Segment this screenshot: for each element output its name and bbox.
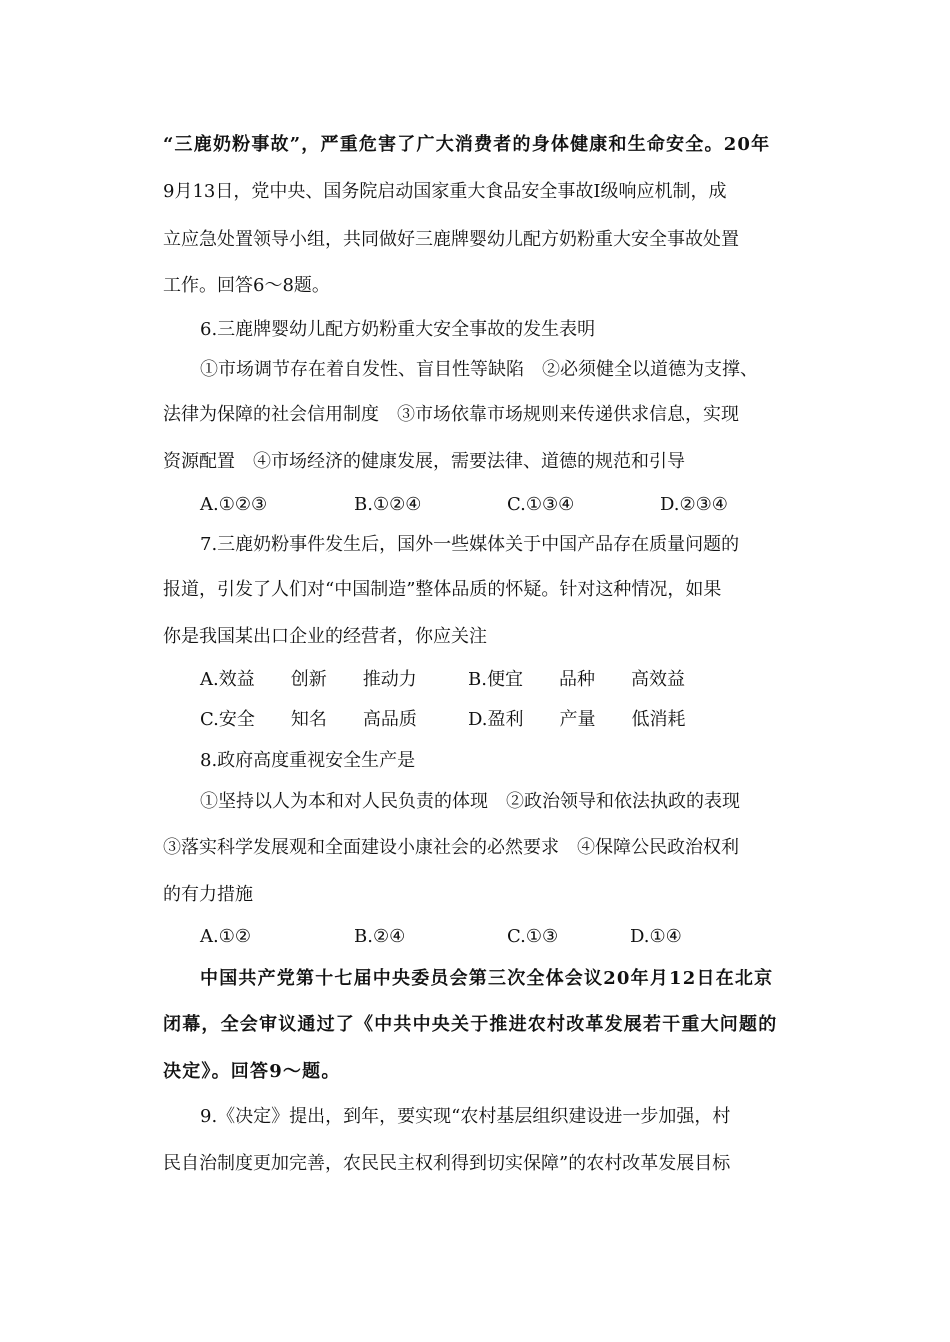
q6-statement-2: 法律为保障的社会信用制度 ③市场依靠市场规则来传递供求信息，实现 [163,404,739,425]
q7-option-d: D.盈利 产量 低消耗 [468,709,686,730]
q6-option-d: D.②③④ [660,494,728,515]
q8-option-a: A.①② [200,926,251,947]
passage1-line2: 9月13日，党中央、国务院启动国家重大食品安全事故Ⅰ级响应机制，成 [163,181,727,202]
q6-statement-1: ①市场调节存在着自发性、盲目性等缺陷 ②必须健全以道德为支撑、 [200,359,758,380]
passage1-line1: “三鹿奶粉事故”，严重危害了广大消费者的身体健康和生命安全。20年 [163,134,771,155]
q7-stem-line2: 报道，引发了人们对“中国制造”整体品质的怀疑。针对这种情况，如果 [163,579,722,600]
q6-option-c: C.①③④ [507,494,575,515]
passage2-line3: 决定》。回答9～题。 [163,1061,341,1082]
q8-option-c: C.①③ [507,926,559,947]
q7-option-b: B.便宜 品种 高效益 [468,669,685,690]
q6-option-b: B.①②④ [354,494,422,515]
q7-option-c: C.安全 知名 高品质 [200,709,417,730]
q9-stem-line2: 民自治制度更加完善，农民民主权利得到切实保障”的农村改革发展目标 [163,1153,731,1174]
passage2-line2: 闭幕，全会审议通过了《中共中央关于推进农村改革发展若干重大问题的 [163,1014,778,1035]
q7-stem-line1: 7.三鹿奶粉事件发生后，国外一些媒体关于中国产品存在质量问题的 [200,534,740,555]
q8-statement-1: ①坚持以人为本和对人民负责的体现 ②政治领导和依法执政的表现 [200,791,740,812]
passage1-line4: 工作。回答6～8题。 [163,275,330,296]
q9-stem-line1: 9.《决定》提出，到年，要实现“农村基层组织建设进一步加强，村 [200,1106,731,1127]
passage1-line3: 立应急处置领导小组，共同做好三鹿牌婴幼儿配方奶粉重大安全事故处置 [163,229,739,250]
q8-option-b: B.②④ [354,926,406,947]
q8-statement-3: 的有力措施 [163,884,253,905]
q7-option-a: A.效益 创新 推动力 [200,669,417,690]
q8-option-d: D.①④ [630,926,682,947]
q6-statement-3: 资源配置 ④市场经济的健康发展，需要法律、道德的规范和引导 [163,451,685,472]
q7-stem-line3: 你是我国某出口企业的经营者，你应关注 [163,626,487,647]
q8-stem: 8.政府高度重视安全生产是 [200,750,416,771]
passage2-line1: 中国共产党第十七届中央委员会第三次全体会议20年月12日在北京 [200,968,774,989]
q6-option-a: A.①②③ [200,494,268,515]
q8-statement-2: ③落实科学发展观和全面建设小康社会的必然要求 ④保障公民政治权利 [163,837,739,858]
q6-stem: 6.三鹿牌婴幼儿配方奶粉重大安全事故的发生表明 [200,319,596,340]
